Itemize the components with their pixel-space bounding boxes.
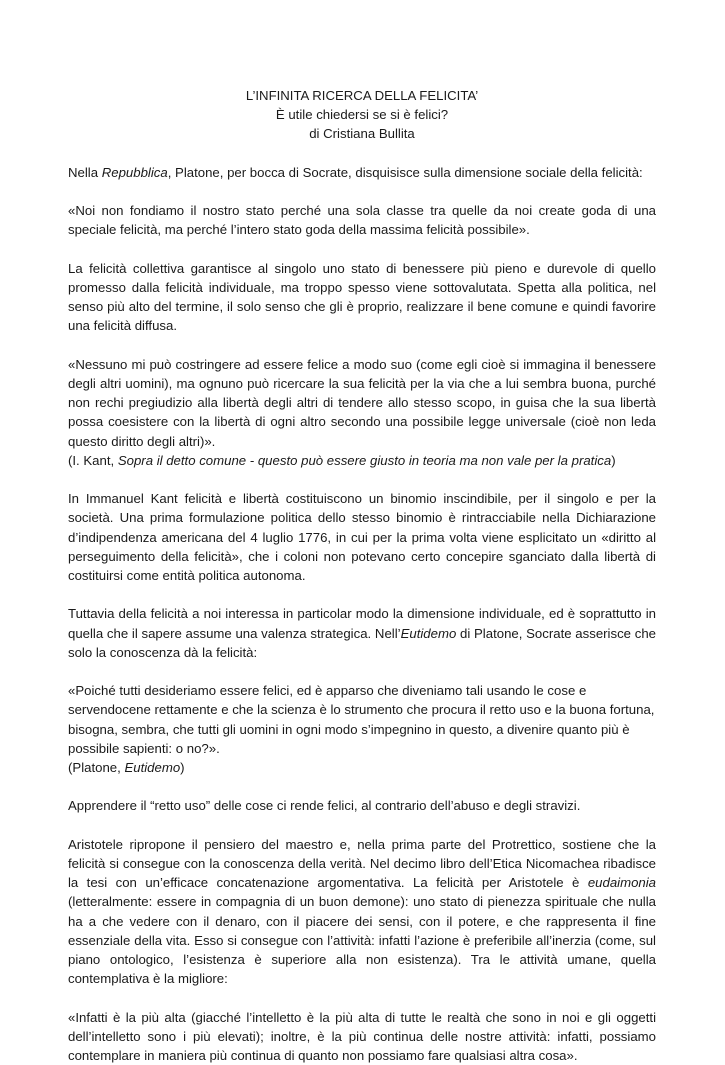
quote-eutidemo: «Poiché tutti desideriamo essere felici, ed è apparso che diveniamo tali usando le cose e servendocene rettamente e che la scienza è lo strumento che procura il retto uso e la buona fortuna, bisogna, sembra, che tutti gli uomini in ogni modo s’impegnino in questo, a divenire quanto più è possibile sapienti: o no?». (68, 683, 655, 756)
paragraph-kant: In Immanuel Kant felicità e libertà costituiscono un binomio inscindibile, per il singolo e per la società. Una prima formulazione politica dello stesso binomio è rintracciabile nella Dichiarazione d’indipendenza americana del 4 luglio 1776, in cui per la prima volta viene esplicitato un «diritto al perseguimento della felicità», che i coloni non potevano certo concepire sganciato dalla libertà di costituirsi come entità politica autonoma. (68, 491, 656, 583)
document-author: di Cristiana Bullita (309, 126, 415, 142)
document-page (68, 86, 656, 1065)
quote-kant: «Nessuno mi può costringere ad essere felice a modo suo (come egli cioè si immagina il benessere degli altri uomini), ma ognuno può ricercare la sua felicità per la via che a lui sembra buona, purché non rechi pregiudizio alla libertà degli altri di tendere allo stesso scopo, in guisa che la sua libertà possa coesistere con la libertà di ogni altro secondo una possibile legge universale (cioè non leda questo diritto degli altri)». (68, 356, 656, 449)
document-subtitle: È utile chiedersi se si è felici? (275, 107, 449, 123)
term-eudaimonia: eudaimonia (587, 875, 656, 891)
paragraph-aristotele: Aristotele ripropone il pensiero del maestro e, nella prima parte del Protrettico, sostiene che la felicità si consegue con la conoscenza della verità. Nel decimo libro dell’Etica Nicomachea ribadisce la tesi con un’efficace concatenazione argomentativa. La felicità per Aristotele è eudaimonia (letteralmente: essere in compagnia di un buon demone): uno stato di pienezza spirituale che nulla ha a che vedere con il denaro, con il piacere dei sensi, con il potere, e che rappresenta il fine essenziale della vita. Esso si consegue con l’attività: infatti l’azione è preferibile all’inerzia (come, sul piano ontologico, l’esistenza è superiore alla non esistenza). Tra le attività umane, quella contemplativa è la migliore: (68, 836, 656, 987)
paragraph-retto-uso: Apprendere il “retto uso” delle cose ci rende felici, al contrario dell’abuso e degli stravizi. (68, 798, 581, 814)
quote-aristotele: «Infatti è la più alta (giacché l’intelletto è la più alta di tutte le realtà che sono in noi e gli oggetti dell’intelletto sono i più elevati); inoltre, è la più continua delle nostre attività: infatti, possiamo contemplare in maniera più continua di quanto non possiamo fare qualsiasi altra cosa». (68, 1009, 656, 1063)
document-header (68, 86, 656, 144)
book-title-eutidemo: Eutidemo (400, 625, 457, 641)
citation-kant-title: Sopra il detto comune - questo può essere giusto in teoria ma non vale per la pratica (117, 452, 612, 468)
quote-platone-repubblica: «Noi non fondiamo il nostro stato perché una sola classe tra quelle da noi create goda di una speciale felicità, ma perché l’intero stato goda della massima felicità possibile». (68, 203, 656, 238)
paragraph-repubblica: Nella Repubblica, Platone, per bocca di Socrate, disquisisce sulla dimensione sociale della felicità: (68, 164, 643, 180)
paragraph-eutidemo: Tuttavia della felicità a noi interessa in particolar modo la dimensione individuale, ed è soprattutto in quella che il sapere assume una valenza strategica. Nell’Eutidemo di Platone, Socrate asserisce che solo la conoscenza dà la felicità: (68, 606, 656, 660)
paragraph-felicita-collettiva: La felicità collettiva garantisce al singolo uno stato di benessere più pieno e durevole di quello promesso dalla felicità individuale, ma troppo spesso viene sottovalutata. Spetta alla politica, nel senso più alto del termine, il solo senso che gli è proprio, realizzare il bene comune e quindi favorire una felicità diffusa. (68, 260, 656, 334)
citation-eutidemo: (Platone, Eutidemo) (68, 759, 185, 775)
document-title: L’INFINITA RICERCA DELLA FELICITA’ (245, 88, 479, 103)
book-title-repubblica: Repubblica (101, 164, 168, 180)
citation-kant: (I. Kant, Sopra il detto comune - questo può essere giusto in teoria ma non vale per la pratica) (68, 452, 616, 468)
citation-eutidemo-title: Eutidemo (124, 759, 181, 775)
